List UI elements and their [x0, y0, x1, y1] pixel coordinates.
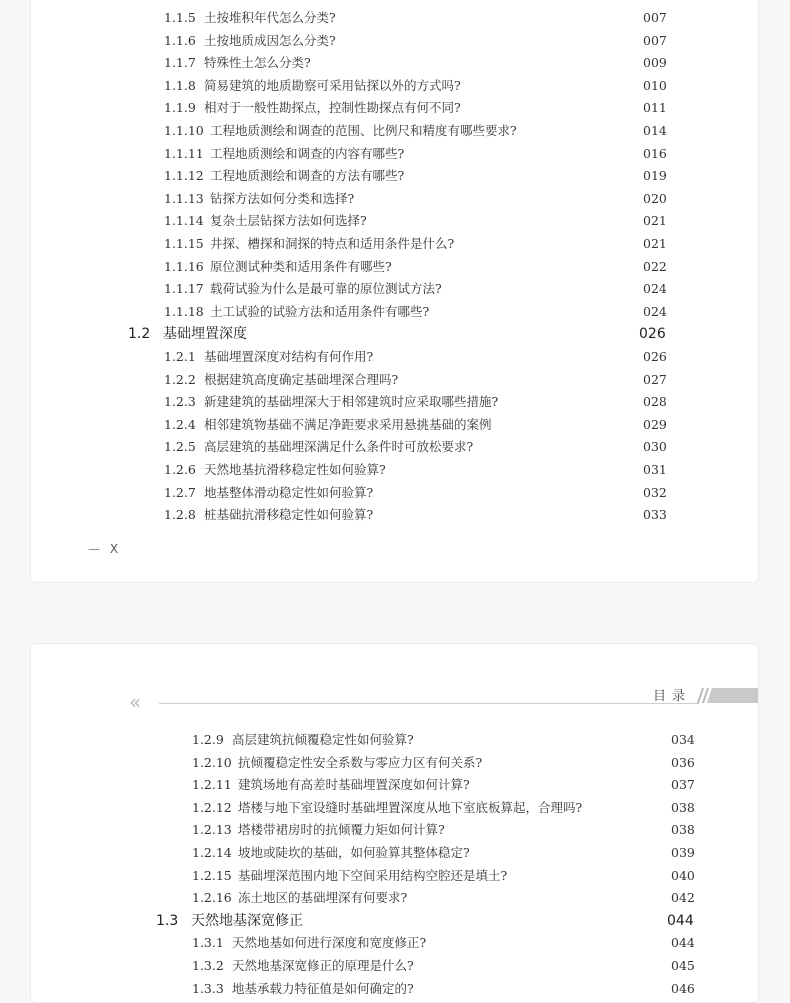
footer-dash: —: [88, 542, 100, 556]
toc-entry-title: 基础埋深范围内地下空间采用结构空腔还是填土?: [238, 867, 508, 883]
toc-entry-row[interactable]: [31, 120, 759, 142]
toc-entry-row[interactable]: [31, 978, 759, 1000]
toc-entry-page: 010: [643, 77, 667, 93]
toc-entry-title: 地基整体滑动稳定性如何验算?: [204, 484, 374, 500]
toc-entry-title: 相邻建筑物基础不满足净距要求采用悬挑基础的案例: [204, 416, 492, 432]
toc-entry-row[interactable]: [31, 7, 759, 29]
toc-entry-page: 024: [643, 303, 667, 319]
toc-entry-page: 038: [671, 799, 695, 815]
toc-entry-number: 1.2.14: [192, 845, 232, 860]
toc-entry-number: 1.2.15: [192, 867, 232, 883]
toc-entry-page: 033: [643, 507, 667, 523]
toc-entry-title: 相对于一般性勘探点，控制性勘探点有何不同?: [204, 100, 461, 116]
toc-entry-number: 1.3.1: [192, 935, 224, 951]
toc-entry-row[interactable]: [31, 97, 759, 119]
toc-entry-number: 1.1.6: [164, 32, 196, 48]
toc-entry-page: 039: [671, 845, 695, 860]
toc-entry-page: 032: [643, 484, 667, 500]
toc-entry-title: 新建建筑的基础埋深大于相邻建筑时应采取哪些措施?: [204, 394, 499, 410]
toc-entry-title: 天然地基抗滑移稳定性如何验算?: [204, 462, 386, 477]
toc-entry-number: 1.2.6: [164, 462, 196, 477]
toc-entry-number: 1.2.12: [192, 799, 232, 815]
toc-entry-page: 026: [639, 326, 666, 343]
toc-entry-row[interactable]: [31, 482, 759, 504]
toc-entry-title: 抗倾覆稳定性安全系数与零应力区有何关系?: [238, 754, 483, 770]
toc-entry-row[interactable]: [31, 278, 759, 300]
toc-entry-page: 021: [643, 213, 667, 229]
toc-entry-title: 简易建筑的地质勘察可采用钻探以外的方式吗?: [204, 77, 461, 93]
toc-entry-row[interactable]: [31, 865, 759, 887]
toc-entry-row[interactable]: [31, 369, 759, 391]
toc-entry-title: 塔楼带裙房时的抗倾覆力矩如何计算?: [238, 822, 445, 838]
toc-entry-row[interactable]: [31, 887, 759, 909]
toc-entry-page: 028: [643, 394, 667, 410]
toc-page-1: [30, 0, 759, 583]
toc-entry-title: 塔楼与地下室设缝时基础埋置深度从地下室底板算起，合理吗?: [238, 799, 583, 815]
toc-entry-row[interactable]: [31, 729, 759, 751]
toc-section-row[interactable]: [31, 323, 759, 345]
header-slash-decoration-icon: [695, 688, 759, 703]
toc-entry-title: 地基承载力特征值是如何确定的?: [232, 980, 414, 996]
toc-section-row[interactable]: [31, 910, 759, 932]
toc-entry-row[interactable]: [31, 955, 759, 977]
toc-entry-page: 040: [671, 867, 695, 883]
toc-entry-page: 024: [643, 281, 667, 297]
toc-entry-title: 钻探方法如何分类和选择?: [210, 190, 355, 206]
toc-entry-number: 1.2.2: [164, 371, 196, 387]
toc-entry-row[interactable]: [31, 752, 759, 774]
page-footer: [88, 542, 118, 556]
toc-entry-title: 土按地质成因怎么分类?: [204, 32, 336, 48]
toc-entry-number: 1.1.9: [164, 100, 196, 116]
toc-entry-page: 044: [671, 935, 695, 951]
double-chevron-left-icon: «: [129, 690, 139, 714]
toc-entry-row[interactable]: [31, 932, 759, 954]
toc-entry-number: 1.1.12: [164, 168, 204, 184]
toc-entry-number: 1.2.16: [192, 890, 232, 906]
toc-entry-page: 036: [671, 754, 695, 770]
toc-entry-row[interactable]: [31, 774, 759, 796]
toc-entry-row[interactable]: [31, 210, 759, 232]
toc-entry-page: 029: [643, 416, 667, 432]
toc-entry-title: 桩基础抗滑移稳定性如何验算?: [204, 507, 374, 523]
toc-entry-title: 基础埋置深度: [163, 326, 247, 343]
toc-entry-title: 冻土地区的基础埋深有何要求?: [238, 890, 408, 906]
toc-entry-number: 1.1.16: [164, 258, 204, 274]
toc-entry-page: 011: [643, 100, 667, 116]
toc-entry-row[interactable]: [31, 459, 759, 481]
toc-entry-title: 复杂土层钻探方法如何选择?: [210, 213, 367, 229]
toc-entry-title: 基础埋置深度对结构有何作用?: [204, 349, 374, 364]
toc-entry-title: 载荷试验为什么是最可靠的原位测试方法?: [210, 281, 442, 297]
toc-entry-title: 井探、槽探和洞探的特点和适用条件是什么?: [210, 236, 455, 251]
toc-entry-title: 高层建筑抗倾覆稳定性如何验算?: [232, 732, 414, 747]
toc-entry-row[interactable]: [31, 346, 759, 368]
toc-entry-page: 037: [671, 777, 695, 793]
toc-entry-page: 009: [643, 55, 667, 71]
toc-entry-number: 1.1.18: [164, 303, 204, 319]
toc-entry-row[interactable]: [31, 301, 759, 323]
toc-entry-number: 1.1.14: [164, 213, 204, 229]
toc-entry-row[interactable]: [31, 414, 759, 436]
toc-entry-row[interactable]: [31, 819, 759, 841]
toc-page-2: [30, 643, 759, 1003]
toc-entry-page: 038: [671, 822, 695, 838]
toc-entry-page: 034: [671, 732, 695, 747]
header-rule: [159, 703, 699, 704]
toc-entry-title: 特殊性土怎么分类?: [204, 55, 311, 71]
toc-entry-page: 030: [643, 439, 667, 455]
toc-entry-number: 1.2.11: [192, 777, 232, 793]
toc-entry-number: 1.2: [128, 326, 151, 343]
toc-entry-title: 建筑场地有高差时基础埋置深度如何计算?: [238, 777, 470, 793]
toc-entry-number: 1.1.5: [164, 10, 196, 25]
toc-entry-number: 1.2.4: [164, 416, 196, 432]
toc-entry-number: 1.1.7: [164, 55, 196, 71]
toc-entry-page: 020: [643, 190, 667, 206]
toc-entry-row[interactable]: [31, 436, 759, 458]
toc-entry-number: 1.2.10: [192, 754, 232, 770]
toc-entry-row[interactable]: [31, 391, 759, 413]
toc-entry-row[interactable]: [31, 797, 759, 819]
toc-entry-page: 014: [643, 123, 667, 138]
toc-entry-title: 工程地质测绘和调查的范围、比例尺和精度有哪些要求?: [210, 123, 517, 138]
toc-entry-row[interactable]: [31, 842, 759, 864]
toc-entry-page: 045: [671, 958, 695, 973]
toc-entry-page: 007: [643, 32, 667, 48]
toc-entry-title: 坡地或陡坎的基础，如何验算其整体稳定?: [238, 845, 470, 860]
toc-entry-number: 1.1.13: [164, 190, 204, 206]
toc-entry-page: 044: [667, 912, 694, 929]
toc-entry-number: 1.3.2: [192, 958, 224, 973]
toc-entry-row[interactable]: [31, 233, 759, 255]
toc-entry-number: 1.2.5: [164, 439, 196, 455]
toc-entry-page: 026: [643, 349, 667, 364]
toc-entry-number: 1.3.3: [192, 980, 224, 996]
toc-entry-page: 019: [643, 168, 667, 184]
toc-entry-number: 1.1.8: [164, 77, 196, 93]
toc-entry-page: 021: [643, 236, 667, 251]
toc-entry-number: 1.1.15: [164, 236, 204, 251]
toc-entry-row[interactable]: [31, 504, 759, 526]
toc-entry-page: 016: [643, 145, 667, 161]
toc-entry-title: 工程地质测绘和调查的内容有哪些?: [210, 145, 405, 161]
toc-entry-title: 天然地基深宽修正: [191, 912, 303, 929]
toc-entry-number: 1.1.11: [164, 145, 204, 161]
toc-entry-number: 1.3: [156, 912, 179, 929]
toc-entry-number: 1.2.8: [164, 507, 196, 523]
toc-entry-title: 土按堆积年代怎么分类?: [204, 10, 336, 25]
toc-entry-number: 1.1.17: [164, 281, 204, 297]
toc-header-label: 目录: [653, 689, 692, 704]
toc-entry-title: 工程地质测绘和调查的方法有哪些?: [210, 168, 405, 184]
toc-entry-row[interactable]: [31, 52, 759, 74]
toc-entry-page: 042: [671, 890, 695, 906]
toc-entry-number: 1.2.7: [164, 484, 196, 500]
toc-entry-title: 天然地基深宽修正的原理是什么?: [232, 958, 414, 973]
toc-entry-page: 022: [643, 258, 667, 274]
toc-entry-page: 046: [671, 980, 695, 996]
toc-entry-number: 1.1.10: [164, 123, 204, 138]
toc-entry-row[interactable]: [31, 143, 759, 165]
toc-entry-row[interactable]: [31, 256, 759, 278]
toc-entry-row[interactable]: [31, 75, 759, 97]
toc-entry-number: 1.2.1: [164, 349, 196, 364]
toc-entry-title: 根据建筑高度确定基础埋深合理吗?: [204, 371, 399, 387]
toc-entry-page: 031: [643, 462, 667, 477]
toc-entry-title: 原位测试种类和适用条件有哪些?: [210, 258, 392, 274]
toc-entry-title: 高层建筑的基础埋深满足什么条件时可放松要求?: [204, 439, 474, 455]
toc-entry-page: 027: [643, 371, 667, 387]
toc-entry-title: 天然地基如何进行深度和宽度修正?: [232, 935, 427, 951]
toc-entry-row[interactable]: [31, 165, 759, 187]
toc-header: [31, 684, 759, 714]
toc-entry-number: 1.2.9: [192, 732, 224, 747]
toc-entry-row[interactable]: [31, 30, 759, 52]
toc-entry-page: 007: [643, 10, 667, 25]
page-numeral: X: [109, 542, 119, 556]
toc-entry-title: 土工试验的试验方法和适用条件有哪些?: [210, 303, 430, 319]
toc-entry-number: 1.2.13: [192, 822, 232, 838]
toc-entry-number: 1.2.3: [164, 394, 196, 410]
toc-entry-row[interactable]: [31, 188, 759, 210]
